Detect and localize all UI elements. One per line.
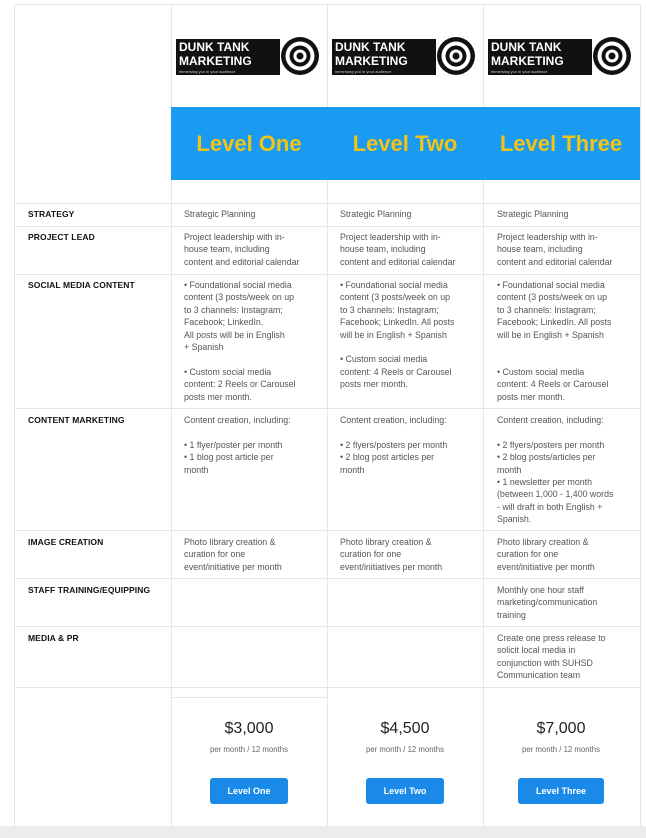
column-divider xyxy=(640,4,641,826)
svg-text:immersing you in your audience: immersing you in your audience xyxy=(335,69,392,74)
plan-title: Level One xyxy=(196,130,302,156)
svg-text:DUNK TANK: DUNK TANK xyxy=(491,40,562,54)
row-divider xyxy=(14,408,640,409)
svg-text:immersing you in your audience: immersing you in your audience xyxy=(491,69,548,74)
plan-title: Level Two xyxy=(352,130,458,156)
cell-project-lead: Project leadership with in- house team, including content and editorial calendar xyxy=(184,232,300,267)
svg-text:MARKETING: MARKETING xyxy=(491,54,564,68)
select-level-three-button[interactable]: Level Three xyxy=(518,778,604,804)
cell-social-media: • Foundational social media content (3 posts/week on up to 3 channels: Instagram; Facebook; LinkedIn. All posts will be in English + Spanish • Custom social media content: 4 Reels or Carousel posts mer month. xyxy=(497,280,612,402)
cell-content-marketing: Content creation, including: • 2 flyers/posters per month • 2 blog posts/articles per month • 1 newsletter per month (between 1,000 - 1,400 words - will draft in both English + Spanish. xyxy=(497,415,614,525)
plan-title: Level Three xyxy=(499,130,623,156)
row-label-staff-training: STAFF TRAINING/EQUIPPING xyxy=(28,585,151,595)
column-divider xyxy=(14,4,15,826)
cell-image-creation: Photo library creation & curation for one event/initiatives per month xyxy=(340,537,443,572)
dunk-tank-logo xyxy=(332,34,475,78)
row-label-media-pr: MEDIA & PR xyxy=(28,633,79,643)
row-divider xyxy=(14,578,640,579)
select-level-one-button[interactable]: Level One xyxy=(210,778,288,804)
select-level-two-button[interactable]: Level Two xyxy=(366,778,444,804)
cell-project-lead: Project leadership with in- house team, including content and editorial calendar xyxy=(497,232,613,267)
svg-text:DUNK TANK: DUNK TANK xyxy=(335,40,406,54)
row-divider xyxy=(14,274,640,275)
plan-price: $4,500 xyxy=(380,720,430,737)
row-label-image-creation: IMAGE CREATION xyxy=(28,537,104,547)
cell-media-pr: Create one press release to solicit local media in conjunction with SUHSD Communication team xyxy=(497,633,606,681)
svg-text:MARKETING: MARKETING xyxy=(179,54,252,68)
row-divider xyxy=(14,687,640,688)
row-label-project-lead: PROJECT LEAD xyxy=(28,232,95,242)
cell-image-creation: Photo library creation & curation for one event/initiative per month xyxy=(497,537,595,572)
cell-content-marketing: Content creation, including: • 1 flyer/poster per month • 1 blog post article per month xyxy=(184,415,291,475)
row-divider xyxy=(14,4,640,5)
cell-staff-training: Monthly one hour staff marketing/communication training xyxy=(497,585,598,620)
row-divider xyxy=(14,626,640,627)
dunk-tank-logo xyxy=(176,34,319,78)
svg-text:DUNK TANK: DUNK TANK xyxy=(179,40,250,54)
cell-strategy: Strategic Planning xyxy=(340,209,412,219)
cell-image-creation: Photo library creation & curation for one event/initiative per month xyxy=(184,537,282,572)
bottom-strip xyxy=(0,826,646,838)
row-divider xyxy=(171,697,327,698)
dunk-tank-logo xyxy=(488,34,631,78)
cell-project-lead: Project leadership with in- house team, including content and editorial calendar xyxy=(340,232,456,267)
row-divider xyxy=(14,530,640,531)
row-label-content-marketing: CONTENT MARKETING xyxy=(28,415,125,425)
svg-text:immersing you in your audience: immersing you in your audience xyxy=(179,69,236,74)
cell-social-media: • Foundational social media content (3 posts/week on up to 3 channels: Instagram; Facebook; LinkedIn. All posts will be in English + Spanish • Custom social media content: 4 Reels or Carousel posts mer month. xyxy=(340,280,455,390)
cell-strategy: Strategic Planning xyxy=(497,209,569,219)
plan-price: $7,000 xyxy=(536,720,586,737)
row-divider xyxy=(14,203,640,204)
svg-text:MARKETING: MARKETING xyxy=(335,54,408,68)
plan-period: per month / 12 months xyxy=(365,745,444,754)
plan-period: per month / 12 months xyxy=(521,745,600,754)
plan-price: $3,000 xyxy=(224,720,274,737)
cell-social-media: • Foundational social media content (3 posts/week on up to 3 channels: Instagram; Facebook; LinkedIn. All posts will be in English + Spanish • Custom social media content: 2 Reels or Carousel posts mer month. xyxy=(184,280,296,402)
plan-period: per month / 12 months xyxy=(209,745,288,754)
row-label-strategy: STRATEGY xyxy=(28,209,75,219)
cell-strategy: Strategic Planning xyxy=(184,209,256,219)
row-divider xyxy=(14,226,640,227)
cell-content-marketing: Content creation, including: • 2 flyers/posters per month • 2 blog post articles per month xyxy=(340,415,448,475)
row-label-social-media: SOCIAL MEDIA CONTENT xyxy=(28,280,135,290)
